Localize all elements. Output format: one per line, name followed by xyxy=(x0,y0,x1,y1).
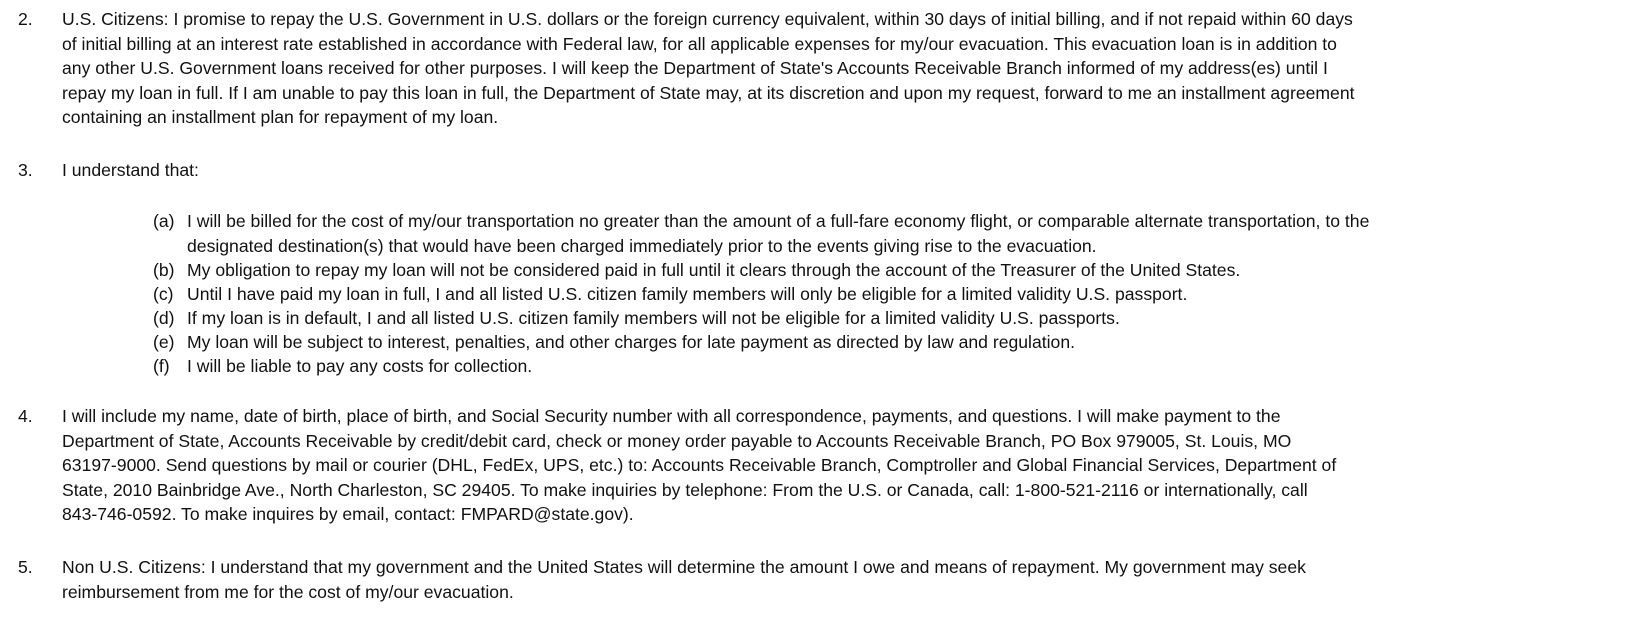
subitem-label: (b) xyxy=(153,260,175,280)
item-text xyxy=(62,7,1634,130)
subitem-text xyxy=(187,258,1627,283)
item-number: 3. xyxy=(18,160,33,180)
text-line: 63197-9000. Send questions by mail or courier (DHL, FedEx, UPS, etc.) to: Accounts Receivable Branch, Comptroller and Global Financial Services, Department of xyxy=(62,455,1337,475)
subitem-text xyxy=(187,209,1627,258)
subitem-text xyxy=(187,330,1627,355)
subitem-label: (a) xyxy=(153,211,175,231)
text-line: My loan will be subject to interest, penalties, and other charges for late payment as directed by law and regulation. xyxy=(187,332,1076,352)
item-number: 5. xyxy=(18,557,33,577)
text-line: designated destination(s) that would have been charged immediately prior to the events giving rise to the evacuation. xyxy=(187,235,1097,256)
text-line: U.S. Citizens: I promise to repay the U.S. Government in U.S. dollars or the foreign currency equivalent, within 30 days of initial billing, and if not repaid within 60 days xyxy=(62,9,1353,29)
text-line: I understand that: xyxy=(62,160,199,180)
text-line: Department of State, Accounts Receivable by credit/debit card, check or money order payable to Accounts Receivable Branch, PO Box 979005, St. Louis, MO xyxy=(62,430,1292,451)
subitem-label: (f) xyxy=(153,356,170,376)
text-line: My obligation to repay my loan will not be considered paid in full until it clears through the account of the Treasurer of the United States. xyxy=(187,260,1241,280)
text-line: Until I have paid my loan in full, I and all listed U.S. citizen family members will only be eligible for a limited validity U.S. passport. xyxy=(187,284,1188,304)
item-text xyxy=(62,404,1634,527)
text-line: any other U.S. Government loans received for other purposes. I will keep the Department of State's Accounts Receivable Branch informed of my address(es) until I xyxy=(62,58,1328,78)
subitem-label: (c) xyxy=(153,284,174,304)
item-text xyxy=(62,555,1634,604)
text-line: I will be billed for the cost of my/our transportation no greater than the amount of a full-fare economy flight, or comparable alternate transportation, to the xyxy=(187,211,1370,231)
subitem-text xyxy=(187,306,1627,331)
subitem-text xyxy=(187,354,1627,379)
text-line: containing an installment plan for repayment of my loan. xyxy=(62,107,499,127)
subitem-label: (e) xyxy=(153,332,175,352)
subitem-text xyxy=(187,282,1627,307)
text-line: of initial billing at an interest rate established in accordance with Federal law, for all applicable expenses for my/our evacuation. This evacuation loan is in addition to xyxy=(62,33,1337,54)
item-number: 2. xyxy=(18,9,33,29)
text-line: Non U.S. Citizens: I understand that my government and the United States will determine the amount I owe and means of repayment. My government may seek xyxy=(62,557,1306,577)
text-line: State, 2010 Bainbridge Ave., North Charleston, SC 29405. To make inquiries by telephone: From the U.S. or Canada, call: 1-800-521-2116 or internationally, call xyxy=(62,479,1308,500)
item-text xyxy=(62,158,1634,183)
text-line: repay my loan in full. If I am unable to pay this loan in full, the Department of State may, at its discretion and upon my request, forward to me an installment agreement xyxy=(62,82,1355,103)
subitem-label: (d) xyxy=(153,308,175,328)
text-line: I will include my name, date of birth, place of birth, and Social Security number with all correspondence, payments, and questions. I will make payment to the xyxy=(62,406,1281,426)
text-line: 843-746-0592. To make inquires by email, contact: FMPARD@state.gov). xyxy=(62,504,634,524)
item-number: 4. xyxy=(18,406,33,426)
text-line: reimbursement from me for the cost of my/our evacuation. xyxy=(62,581,514,602)
text-line: If my loan is in default, I and all listed U.S. citizen family members will not be eligible for a limited validity U.S. passports. xyxy=(187,308,1120,328)
text-line: I will be liable to pay any costs for collection. xyxy=(187,356,533,376)
